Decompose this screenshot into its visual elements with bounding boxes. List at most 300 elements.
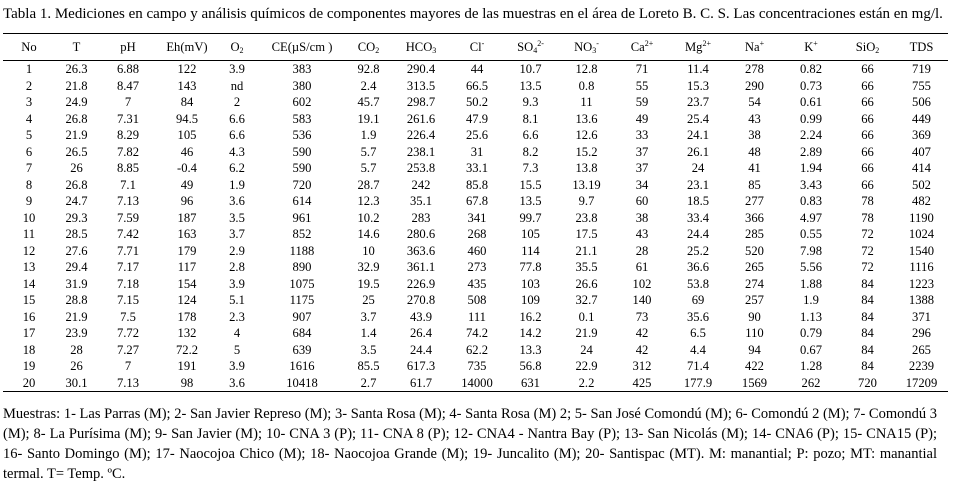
table-cell: 21.1 <box>575 243 598 258</box>
table-cell: 15.5 <box>519 177 542 192</box>
table-cell: 11 <box>580 95 593 110</box>
table-cell: 8.1 <box>522 111 539 126</box>
table-cell: 10 <box>22 210 36 225</box>
table-cell: 7.98 <box>799 243 823 258</box>
table-cell: 10 <box>362 243 375 258</box>
table-cell: 62.2 <box>465 342 489 357</box>
table-cell: 371 <box>912 309 931 324</box>
table-cell: 380 <box>292 78 312 93</box>
table-cell: 1188 <box>289 243 315 258</box>
table-cell: 253.8 <box>406 161 436 176</box>
column-header-subscript: 3 <box>592 45 597 55</box>
table-cell: 1.28 <box>799 359 823 374</box>
table-cell: 1540 <box>908 243 935 258</box>
table-cell: 508 <box>467 293 487 308</box>
table-cell: 85.5 <box>357 359 380 374</box>
table-cell: 59 <box>635 95 649 110</box>
table-cell: 21.9 <box>575 326 598 341</box>
column-header <box>98 34 158 61</box>
table-cell: 2.89 <box>799 144 823 159</box>
table-cell: 7.17 <box>116 260 140 275</box>
table-cell: 907 <box>292 309 312 324</box>
table-cell: 7.31 <box>116 111 140 126</box>
column-header-superscript: - <box>596 38 599 48</box>
table-cell: 7.1 <box>120 177 136 192</box>
table-cell: 1.9 <box>803 293 819 308</box>
table-cell: 66 <box>861 177 874 192</box>
table-cell: 3.9 <box>229 276 245 291</box>
table-cell: 177.9 <box>669 375 727 392</box>
table-cell: 8.85 <box>116 161 140 176</box>
table-cell: 290.4 <box>406 62 436 77</box>
table-cell: 6.5 <box>690 326 706 341</box>
column-header-superscript: 2+ <box>702 38 711 48</box>
table-cell: 2 <box>233 95 241 110</box>
table-cell: 8.47 <box>116 78 140 93</box>
table-cell: 84 <box>861 293 874 308</box>
table-cell: 242 <box>411 177 431 192</box>
table-cell: 24.1 <box>686 128 710 143</box>
table-cell: 12.6 <box>575 128 598 143</box>
table-cell: 24.7 <box>65 194 88 209</box>
table-cell: 2 <box>25 78 33 93</box>
table-cell: 313.5 <box>406 78 436 93</box>
table-cell: 24.9 <box>65 95 88 110</box>
table-cell: 49 <box>180 177 194 192</box>
table-row <box>3 358 948 375</box>
table-cell: 77.8 <box>519 260 542 275</box>
table-cell: 1175 <box>289 293 315 308</box>
table-cell: 25.6 <box>465 128 489 143</box>
table-cell: 614 <box>292 194 312 209</box>
table-cell: 1116 <box>909 260 934 275</box>
table-cell: 122 <box>177 62 197 77</box>
table-cell: 26 <box>70 161 83 176</box>
table-cell: 1.88 <box>799 276 823 291</box>
table-cell: 366 <box>745 210 764 225</box>
table-cell: 2.24 <box>799 128 823 143</box>
header-row <box>3 34 948 61</box>
table-cell: 44 <box>470 62 484 77</box>
table-cell: 24.4 <box>686 227 710 242</box>
column-header <box>216 34 258 61</box>
table-cell: 3.7 <box>360 309 377 324</box>
table-cell: 590 <box>292 161 312 176</box>
table-cell: 9 <box>25 194 33 209</box>
table-cell: 0.83 <box>799 194 823 209</box>
table-cell: 19.5 <box>357 276 380 291</box>
table-cell: 66 <box>861 128 874 143</box>
table-cell: 33.4 <box>686 210 710 225</box>
table-cell: 105 <box>177 128 197 143</box>
table-cell: 14 <box>22 276 36 291</box>
table-cell: 590 <box>292 144 312 159</box>
table-row <box>3 177 948 194</box>
table-cell: 67.8 <box>465 194 489 209</box>
table-cell: 191 <box>177 359 197 374</box>
table-cell: 1190 <box>909 210 934 225</box>
table-cell: 48 <box>748 144 761 159</box>
column-header-superscript: + <box>759 38 765 48</box>
table-cell: 13.8 <box>575 161 598 176</box>
column-header-label: K <box>804 39 814 54</box>
table-cell: 78 <box>861 194 874 209</box>
table-cell: 1.9 <box>229 177 245 192</box>
table-cell: 38 <box>635 210 649 225</box>
table-cell: 13.6 <box>575 111 598 126</box>
table-cell: 4 <box>25 111 33 126</box>
table-cell: 72.2 <box>175 342 199 357</box>
table-cell: 6.6 <box>229 111 245 126</box>
table-cell: 24 <box>580 342 593 357</box>
column-header <box>503 34 558 61</box>
table-cell: 755 <box>912 78 931 93</box>
table-cell: 140 <box>632 293 652 308</box>
table-cell: 103 <box>521 276 540 291</box>
column-header <box>615 34 669 61</box>
table-cell: 719 <box>912 62 931 77</box>
table-cell: 226.9 <box>406 276 436 291</box>
table-cell: 71 <box>635 62 649 77</box>
column-header-subscript: 2 <box>239 45 244 55</box>
table-cell: -0.4 <box>177 161 197 176</box>
table-row <box>3 342 948 359</box>
column-header-label: CO <box>357 39 376 54</box>
column-header-subscript: 3 <box>432 45 437 55</box>
table-cell: 1616 <box>289 359 315 374</box>
table-cell: 26.6 <box>575 276 598 291</box>
table-cell: 73 <box>635 309 649 324</box>
table-cell: 3.5 <box>360 342 377 357</box>
table-cell: 33.1 <box>465 161 489 176</box>
table-cell: 3.43 <box>799 177 823 192</box>
table-cell: 23.8 <box>575 210 598 225</box>
table-cell: 71.4 <box>686 359 710 374</box>
table-cell: 18 <box>22 342 36 357</box>
table-cell: 6.88 <box>116 62 140 77</box>
table-row <box>3 243 948 260</box>
table-cell: 25.2 <box>686 243 710 258</box>
table-cell: 35.6 <box>686 309 710 324</box>
table-cell: 72 <box>861 260 874 275</box>
table-cell: 84 <box>180 95 194 110</box>
table-cell: 14.6 <box>357 227 380 242</box>
table-cell: 414 <box>912 161 931 176</box>
table-cell: 5 <box>25 128 33 143</box>
table-cell: 117 <box>177 260 197 275</box>
table-cell: 26.5 <box>65 144 88 159</box>
table-cell: 2.2 <box>558 375 615 392</box>
table-cell: 43 <box>748 111 761 126</box>
table-cell: 36.6 <box>686 260 710 275</box>
table-cell: 0.55 <box>799 227 823 242</box>
column-header-label: Eh(mV) <box>166 39 208 54</box>
table-cell: 280.6 <box>406 227 436 242</box>
table-cell: 890 <box>292 260 312 275</box>
table-cell: 114 <box>521 243 540 258</box>
table-cell: 66 <box>861 144 874 159</box>
table-cell: 84 <box>861 359 874 374</box>
table-cell: 32.7 <box>575 293 598 308</box>
column-header-label: SiO <box>855 39 876 54</box>
table-cell: 43 <box>635 227 649 242</box>
column-header-superscript: - <box>481 38 485 48</box>
table-cell: 28 <box>70 342 83 357</box>
table-cell: 1.13 <box>799 309 823 324</box>
table-cell: 2239 <box>908 359 935 374</box>
table-cell: 19.1 <box>357 111 380 126</box>
table-cell: 6.6 <box>229 128 245 143</box>
table-cell: 84 <box>861 342 874 357</box>
table-cell: 0.61 <box>799 95 823 110</box>
column-header-label: NO <box>574 39 593 54</box>
table-row <box>3 259 948 276</box>
table-cell: 3.6 <box>216 375 258 392</box>
table-cell: 257 <box>745 293 764 308</box>
table-cell: 49 <box>635 111 649 126</box>
table-cell: 90 <box>748 309 761 324</box>
table-cell: 22.9 <box>575 359 598 374</box>
table-cell: 2.4 <box>360 78 377 93</box>
table-cell: 35.1 <box>409 194 433 209</box>
table-row <box>3 94 948 111</box>
table-cell: 11 <box>22 227 36 242</box>
table-cell: 85.8 <box>465 177 489 192</box>
column-header <box>3 34 55 61</box>
table-cell: 26 <box>70 359 83 374</box>
table-cell: 23.9 <box>65 326 88 341</box>
table-cell: 341 <box>467 210 487 225</box>
table-cell: 124 <box>177 293 197 308</box>
table-cell: 7.3 <box>522 161 539 176</box>
table-cell: 7.5 <box>120 309 136 324</box>
table-cell: 435 <box>467 276 487 291</box>
table-cell: 84 <box>861 326 874 341</box>
table-cell: 1569 <box>727 375 782 392</box>
table-cell: 6.6 <box>522 128 539 143</box>
table-cell: 2.8 <box>229 260 245 275</box>
table-cell: 8.29 <box>116 128 140 143</box>
column-header <box>727 34 782 61</box>
table-cell: 261.6 <box>406 111 436 126</box>
column-header-label: TDS <box>909 39 934 54</box>
table-cell: 15.3 <box>686 78 710 93</box>
table-cell: 1.94 <box>799 161 823 176</box>
table-row <box>3 127 948 144</box>
column-header <box>558 34 615 61</box>
column-header-superscript: 2- <box>537 38 544 48</box>
table-cell: 11.4 <box>687 62 709 77</box>
table-cell: 23.1 <box>686 177 710 192</box>
table-cell: 66 <box>861 111 874 126</box>
table-cell: 363.6 <box>406 243 436 258</box>
column-header-label: Cl <box>469 39 482 54</box>
table-cell: 3.6 <box>229 194 245 209</box>
table-cell: 407 <box>912 144 931 159</box>
table-cell: 2.3 <box>229 309 245 324</box>
table-cell: 23.7 <box>686 95 710 110</box>
table-row <box>3 144 948 161</box>
table-cell: 226.4 <box>406 128 436 143</box>
table-cell: 290 <box>745 78 764 93</box>
table-cell: 4.97 <box>799 210 823 225</box>
table-row <box>3 375 948 392</box>
table-cell: 684 <box>292 326 312 341</box>
table-cell: 8 <box>25 177 33 192</box>
table-cell: 8.2 <box>522 144 539 159</box>
table-cell: 43.9 <box>409 309 433 324</box>
table-cell: 28 <box>635 243 649 258</box>
table-cell: 29.3 <box>65 210 88 225</box>
table-cell: 35.5 <box>575 260 598 275</box>
table-cell: 1 <box>25 62 33 77</box>
table-row <box>3 160 948 177</box>
table-cell: 7.71 <box>116 243 140 258</box>
table-cell: 92.8 <box>357 62 380 77</box>
table-cell: 5.56 <box>799 260 823 275</box>
column-header <box>258 34 346 61</box>
table-cell: 268 <box>467 227 487 242</box>
table-caption: Tabla 1. Mediciones en campo y análisis químicos de componentes mayores de las muestras en el área de Loreto B. C. S. Las concentraciones están en mg/l. <box>3 6 943 22</box>
table-cell: 536 <box>292 128 312 143</box>
table-cell: 98 <box>158 375 216 392</box>
table-cell: 66.5 <box>465 78 489 93</box>
table-cell: 20 <box>3 375 55 392</box>
table-cell: 735 <box>467 359 487 374</box>
table-cell: 94.5 <box>175 111 199 126</box>
table-cell: 16.2 <box>519 309 542 324</box>
table-cell: 21.9 <box>65 128 88 143</box>
table-row <box>3 226 948 243</box>
table-cell: 7.13 <box>116 194 140 209</box>
table-cell: 102 <box>632 276 652 291</box>
table-cell: 277 <box>745 194 764 209</box>
table-cell: 109 <box>521 293 540 308</box>
table-cell: 720 <box>840 375 895 392</box>
table-cell: 13 <box>22 260 36 275</box>
table-cell: 34 <box>635 177 649 192</box>
table-cell: 99.7 <box>519 210 542 225</box>
table-cell: 265 <box>912 342 931 357</box>
table-cell: 270.8 <box>406 293 436 308</box>
column-header <box>158 34 216 61</box>
column-header <box>669 34 727 61</box>
column-header-superscript: 2+ <box>644 38 654 48</box>
table-cell: 28.7 <box>357 177 380 192</box>
table-cell: 425 <box>615 375 669 392</box>
table-cell: 25 <box>362 293 375 308</box>
table-cell: 6 <box>25 144 33 159</box>
table-cell: 47.9 <box>465 111 489 126</box>
table-cell: 24.4 <box>409 342 433 357</box>
table-cell: 25.4 <box>686 111 710 126</box>
table-cell: 10.2 <box>357 210 380 225</box>
table-cell: 17 <box>22 326 36 341</box>
table-cell: 13.5 <box>519 194 542 209</box>
table-cell: 61.7 <box>391 375 451 392</box>
column-header-label: HCO <box>405 39 433 54</box>
table-cell: 298.7 <box>406 95 436 110</box>
column-header-subscript: 2 <box>375 45 380 55</box>
table-cell: 502 <box>912 177 931 192</box>
table-cell: 2.9 <box>229 243 245 258</box>
column-header-subscript: 2 <box>875 45 880 55</box>
table-cell: 72 <box>861 243 874 258</box>
table-cell: 54 <box>748 95 761 110</box>
table-cell: 422 <box>745 359 764 374</box>
table-cell: 3.5 <box>229 210 245 225</box>
table-cell: 639 <box>292 342 312 357</box>
table-cell: 12.8 <box>575 62 598 77</box>
table-cell: 187 <box>177 210 197 225</box>
table-cell: 18.5 <box>686 194 710 209</box>
data-table <box>3 33 948 392</box>
table-cell: 10418 <box>258 375 346 392</box>
table-cell: 312 <box>632 359 652 374</box>
table-cell: 38 <box>748 128 761 143</box>
table-cell: 32.9 <box>357 260 380 275</box>
table-cell: 10.7 <box>519 62 542 77</box>
table-cell: 61 <box>635 260 649 275</box>
table-cell: 7.27 <box>116 342 140 357</box>
table-cell: 961 <box>292 210 312 225</box>
table-body <box>3 61 948 392</box>
table-cell: 163 <box>177 227 197 242</box>
table-cell: 26.3 <box>65 62 88 77</box>
table-cell: 26.8 <box>65 111 88 126</box>
table-cell: 13.19 <box>572 177 601 192</box>
table-cell: 1024 <box>908 227 935 242</box>
column-header-subscript: 4 <box>533 45 538 55</box>
table-cell: 369 <box>912 128 931 143</box>
column-header <box>895 34 948 61</box>
table-cell: 78 <box>861 210 874 225</box>
column-header-label: pH <box>120 39 136 54</box>
table-cell: 74.2 <box>465 326 489 341</box>
table-cell: 84 <box>861 276 874 291</box>
table-cell: 262 <box>782 375 840 392</box>
table-cell: 852 <box>292 227 312 242</box>
table-cell: 53.8 <box>686 276 710 291</box>
column-header-superscript: + <box>813 38 818 48</box>
column-header-label: T <box>72 39 81 54</box>
table-cell: 16 <box>22 309 36 324</box>
table-cell: 617.3 <box>406 359 436 374</box>
table-cell: 296 <box>912 326 931 341</box>
table-cell: 9.3 <box>522 95 539 110</box>
table-cell: 285 <box>745 227 764 242</box>
table-cell: 7.18 <box>116 276 140 291</box>
table-cell: 66 <box>861 161 874 176</box>
table-cell: 21.9 <box>65 309 88 324</box>
table-cell: 4.4 <box>690 342 706 357</box>
table-row <box>3 193 948 210</box>
table-cell: 0.8 <box>578 78 595 93</box>
table-cell: 0.79 <box>799 326 823 341</box>
table-cell: 5.7 <box>360 144 377 159</box>
table-cell: 26.1 <box>686 144 710 159</box>
column-header <box>346 34 391 61</box>
table-cell: 3 <box>25 95 33 110</box>
table-cell: 4.3 <box>229 144 245 159</box>
table-cell: 85 <box>748 177 761 192</box>
table-row <box>3 276 948 293</box>
table-cell: 179 <box>177 243 197 258</box>
table-cell: 111 <box>468 309 486 324</box>
table-row <box>3 309 948 326</box>
table-row <box>3 210 948 227</box>
table-cell: 132 <box>177 326 197 341</box>
